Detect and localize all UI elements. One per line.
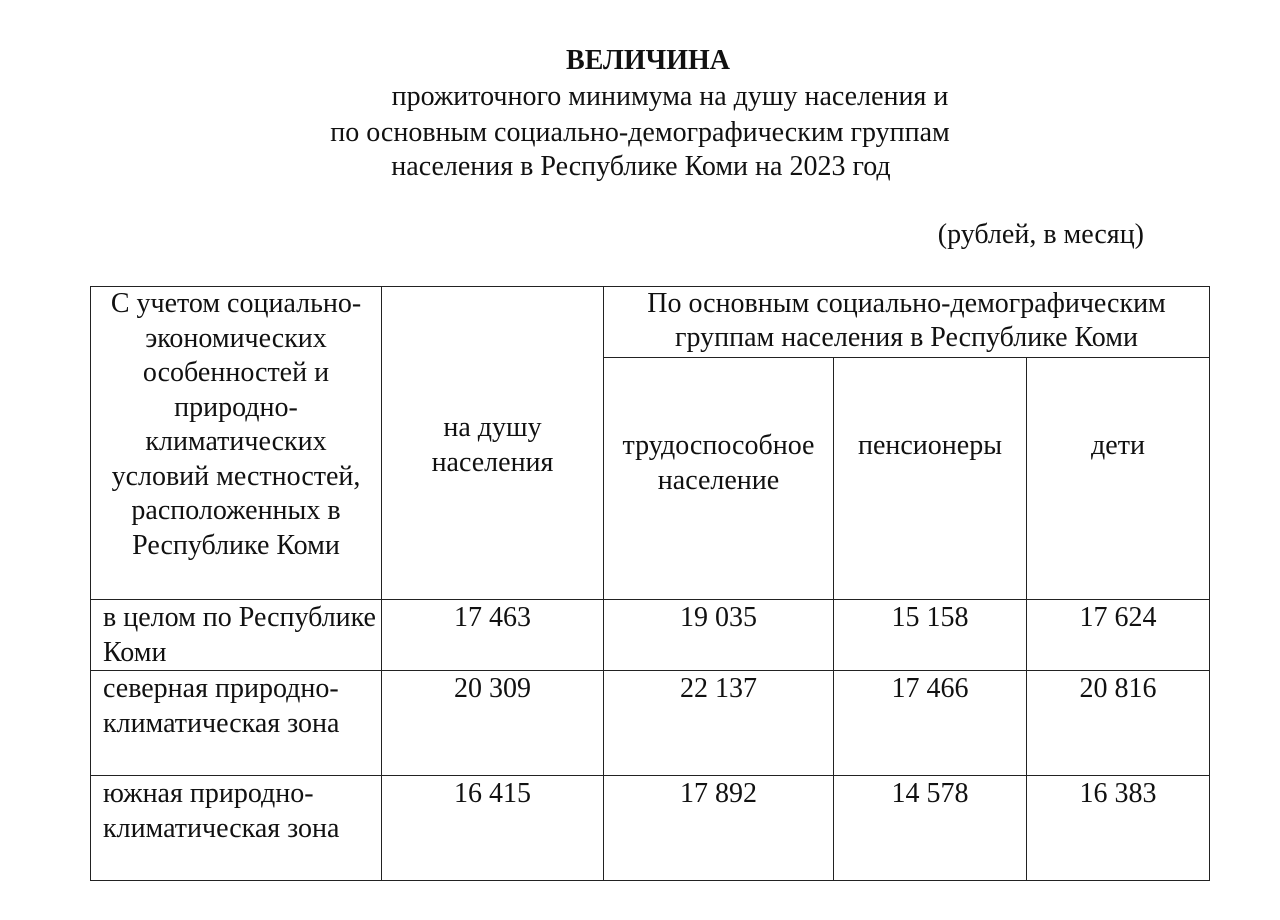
row-label: северная природно-климатическая зона xyxy=(91,671,382,776)
column-header-working-text: трудоспособное население xyxy=(622,429,815,496)
value-children: 17 624 xyxy=(1027,600,1210,671)
table-row xyxy=(91,671,1210,776)
subtitle-line-3: населения в Республике Коми на 2023 год xyxy=(391,151,891,182)
column-header-per-capita xyxy=(382,287,604,600)
column-header-pensioners xyxy=(834,358,1027,600)
row-label: южная природно-климатическая зона xyxy=(91,776,382,881)
value-per-capita: 16 415 xyxy=(382,776,604,881)
table-row xyxy=(91,600,1210,671)
value-per-capita: 20 309 xyxy=(382,671,604,776)
value-per-capita: 17 463 xyxy=(382,600,604,671)
value-working: 22 137 xyxy=(604,671,834,776)
document-title: ВЕЛИЧИНА xyxy=(566,45,730,76)
value-pensioners: 15 158 xyxy=(834,600,1027,671)
table-row xyxy=(91,776,1210,881)
subtitle-line-1: прожиточного минимума на душу населения и xyxy=(391,81,949,112)
column-header-conditions: С учетом социально-экономических особенностей и природно-климатических условий местностей, расположенных в Республике Коми xyxy=(91,287,382,600)
row-label: в целом по Республике Коми xyxy=(91,600,382,671)
value-working: 17 892 xyxy=(604,776,834,881)
units-note: (рублей, в месяц) xyxy=(937,219,1144,250)
value-children: 16 383 xyxy=(1027,776,1210,881)
column-group-header: По основным социально-демографическим группам населения в Республике Коми xyxy=(604,287,1210,358)
value-pensioners: 14 578 xyxy=(834,776,1027,881)
subsistence-minimum-table xyxy=(90,286,1210,881)
column-header-children-text: дети xyxy=(1091,430,1145,461)
value-children: 20 816 xyxy=(1027,671,1210,776)
column-header-pensioners-text: пенсионеры xyxy=(857,430,1003,461)
column-header-children xyxy=(1027,358,1210,600)
subtitle-line-2: по основным социально-демографическим группам xyxy=(330,117,950,148)
header-row-1 xyxy=(91,287,1210,358)
column-header-per-capita-text: на душу населения xyxy=(431,412,554,478)
value-pensioners: 17 466 xyxy=(834,671,1027,776)
value-working: 19 035 xyxy=(604,600,834,671)
column-header-working xyxy=(604,358,834,600)
